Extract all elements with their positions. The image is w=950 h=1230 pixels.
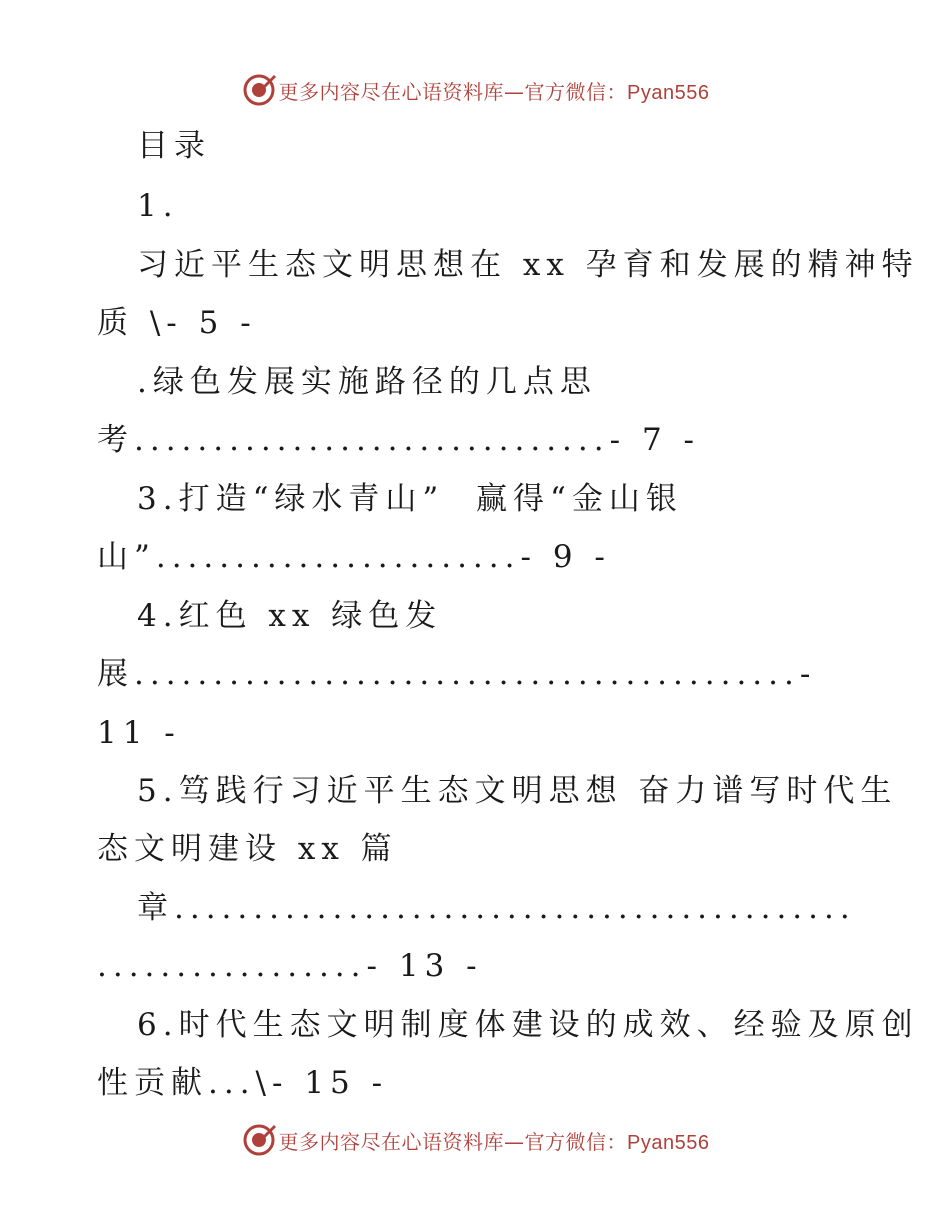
page-header [0, 70, 950, 110]
toc-line: 态文明建设 xx 篇 [97, 831, 398, 867]
toc-line: 质 \- 5 - [97, 305, 257, 341]
page-footer [0, 1120, 950, 1160]
toc-line: 6.时代生态文明制度体建设的成效、经验及原创 [137, 1007, 919, 1043]
toc-line: 考..............................- 7 - [97, 422, 701, 458]
toc-title: 目录 [137, 128, 211, 164]
toc-line: 章........................................... [137, 890, 856, 926]
footer-text: 更多内容尽在心语资料库—官方微信：Pyan556 [278, 1129, 710, 1154]
toc-line: .绿色发展实施路径的几点思 [137, 364, 597, 400]
toc-line: 11 - [97, 715, 181, 751]
toc-line: 性贡献...\- 15 - [97, 1065, 389, 1101]
toc-line: 展..........................................- [97, 656, 817, 692]
pen-logo-icon [241, 1122, 277, 1158]
toc-line: 4.红色 xx 绿色发 [137, 598, 443, 634]
toc-line: .................- 13 - [97, 948, 483, 984]
header-text: 更多内容尽在心语资料库—官方微信：Pyan556 [278, 79, 710, 104]
toc-line: 3.打造“绿水青山” 赢得“金山银 [137, 481, 683, 517]
toc-line: 5.笃践行习近平生态文明思想 奋力谱写时代生 [137, 773, 898, 809]
toc-line: 1. [137, 188, 179, 224]
toc-line: 习近平生态文明思想在 xx 孕育和发展的精神特 [137, 247, 919, 283]
pen-logo-icon [241, 72, 277, 108]
toc-line: 山”.......................- 9 - [97, 539, 611, 575]
